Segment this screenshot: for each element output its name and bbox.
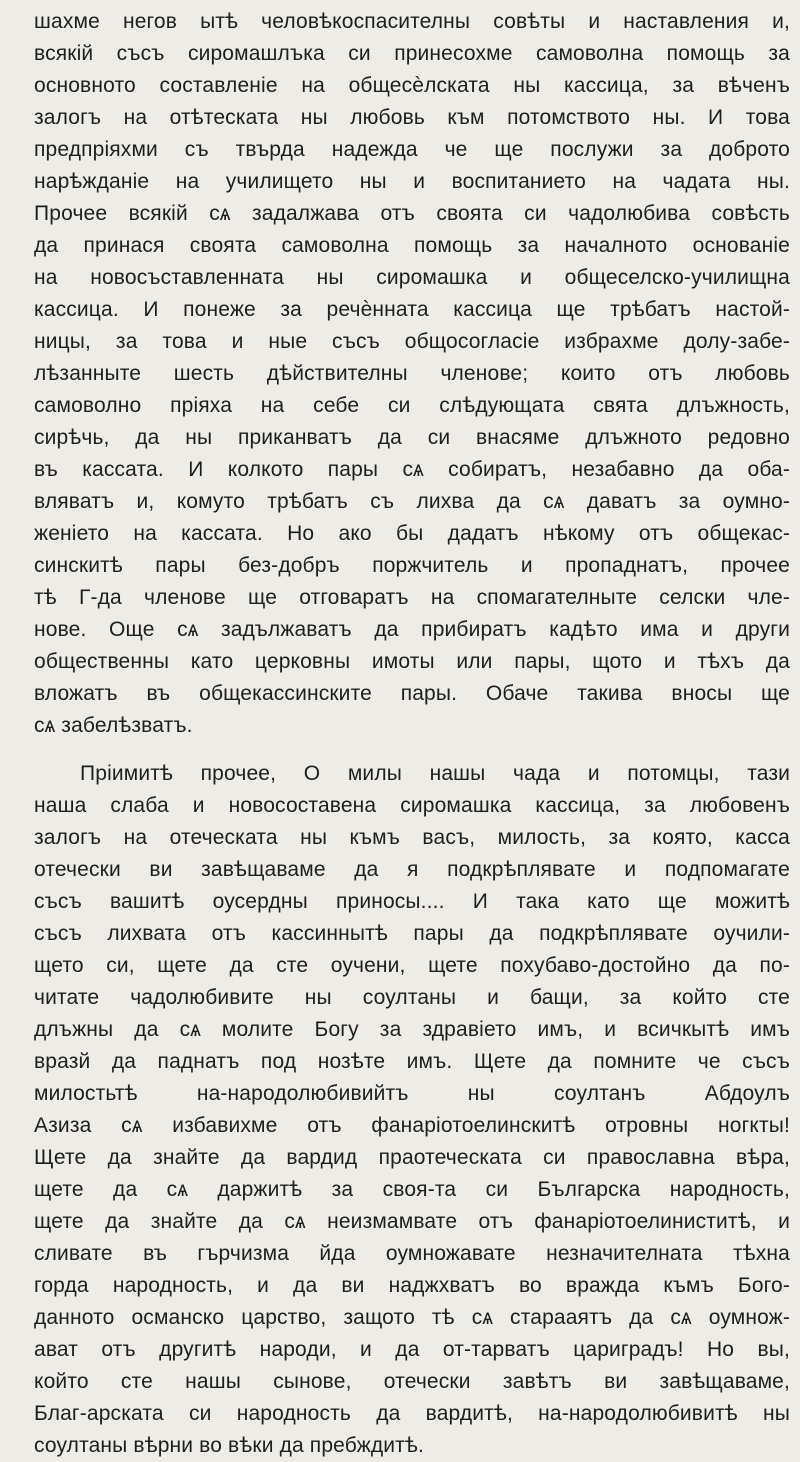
text-line: Прочее всякій сѧ задалжава отъ своята си чадолюбива совѣсть (34, 202, 790, 225)
text-line: ават отъ другитѣ народи, и да от-тарватъ цариградъ! Но вы, (34, 1338, 790, 1361)
text-line: синскитѣ пары без-добръ поржчитель и пропаднатъ, прочее (34, 554, 790, 577)
text-line: читате чадолюбивите ны соултаны и бащи, за който сте (34, 986, 790, 1009)
text-line: залогъ на отеческата ны къмъ васъ, милость, за която, касса (34, 826, 790, 849)
text-line: ницы, за това и ные съсъ общосогласіе избрахме долу-забе- (34, 330, 790, 353)
text-line: женіето на кассата. Но ако бы дадатъ нѣкому отъ общекас- (34, 522, 790, 545)
text-line: предпріяхми съ твърда надежда че ще послужи за доброто (34, 138, 790, 161)
text-line: тѣ Г-да членове ще отговаратъ на спомагателныте селски чле- (34, 586, 790, 609)
paragraph-gap (34, 742, 790, 758)
text-line: сливате въ гърчизма йда оумножавате незначителната тѣхна (34, 1242, 790, 1265)
text-line: Щете да знайте да вардид праотеческата си православна вѣра, (34, 1146, 790, 1169)
text-line: вляватъ и, комуто трѣбатъ съ лихва да сѧ даватъ за оумно- (34, 490, 790, 513)
text-line: милостьтѣ на-народолюбивийтъ ны соултанъ Абдоулъ (34, 1082, 790, 1105)
text-line: сѧ забелѣзватъ. (34, 714, 193, 737)
text-line: кассица. И понеже за речѐнната кассица ще трѣбатъ настой- (34, 298, 790, 321)
text-line: нарѣжданіе на училището ны и воспитанието на чадата ны. (34, 170, 790, 193)
text-line: общественны като церковны имоты или пары, щото и тѣхъ да (34, 650, 790, 673)
text-line: сирѣчь, да ны приканватъ да си внасяме длъжното редовно (34, 426, 790, 449)
text-line: всякій съсъ сиромашлъка си принесохме самоволна помощь за (34, 42, 790, 65)
paragraph-1 (34, 6, 790, 742)
text-line: соултаны вѣрни во вѣки да пребждитѣ. (34, 1434, 424, 1457)
text-line: съсъ лихвата отъ кассиннытѣ пары да подкрѣплявате оучили- (34, 922, 790, 945)
text-line: лѣзанныте шесть дѣйствителны членове; които отъ любовь (34, 362, 790, 385)
text-line: наша слаба и новосоставена сиромашка кассица, за любовенъ (34, 794, 790, 817)
text-line: щете да сѧ даржитѣ за своя-та си Българска народность, (34, 1178, 790, 1201)
text-line: който сте нашы сынове, отечески завѣтъ ви завѣщаваме, (34, 1370, 790, 1393)
text-line: вложатъ въ общекассинските пары. Обаче такива вносы ще (34, 682, 790, 705)
text-line: въ кассата. И колкото пары сѧ собиратъ, незабавно да оба- (34, 458, 790, 481)
text-line: отечески ви завѣщаваме да я подкрѣплявате и подпомагате (34, 858, 790, 881)
text-line: на новосъставленната ны сиромашка и общеселско-училищна (34, 266, 790, 289)
text-line: длъжны да сѧ молите Богу за здравіето имъ, и всичкытѣ имъ (34, 1018, 790, 1041)
text-line: Благ-арската си народность да вардитѣ, на-народолюбивитѣ ны (34, 1402, 790, 1425)
text-line: основното составленіе на общесѐлската ны кассица, за вѣченъ (34, 74, 790, 97)
text-line: съсъ вашитѣ оусердны приносы.... И така като ще можитѣ (34, 890, 790, 913)
text-line: Пріимитѣ прочее, О милы нашы чада и потомцы, тази (80, 762, 790, 785)
text-line: шахме негов ытѣ человѣкоспасителны совѣты и наставления и, (34, 10, 790, 33)
text-line: вразй да паднатъ под нозѣте имъ. Щете да помните че съсъ (34, 1050, 790, 1073)
text-line: залогъ на отѣтеската ны любовь към потомството ны. И това (34, 106, 790, 129)
text-line: щето си, щете да сте оучени, щете похубаво-достойно да по- (34, 954, 790, 977)
text-line: горда народность, и да ви наджхватъ во вражда къмъ Бого- (34, 1274, 790, 1297)
text-line: нове. Още сѧ задължаватъ да прибиратъ кадѣто има и други (34, 618, 790, 641)
text-line: Азиза сѧ избавихме отъ фанаріотоелинскитѣ отровны ногкты! (34, 1114, 790, 1137)
text-line: щете да знайте да сѧ неизмамвате отъ фанаріотоелиниститѣ, и (34, 1210, 790, 1233)
text-line: самоволно пріяха на себе си слѣдующата свята длъжность, (34, 394, 790, 417)
paragraph-2 (34, 758, 790, 1462)
text-line: да принася своята самоволна помощь за началното основаніе (34, 234, 790, 257)
text-line: данното османско царство, защото тѣ сѧ старааятъ да сѧ оумнож- (34, 1306, 790, 1329)
